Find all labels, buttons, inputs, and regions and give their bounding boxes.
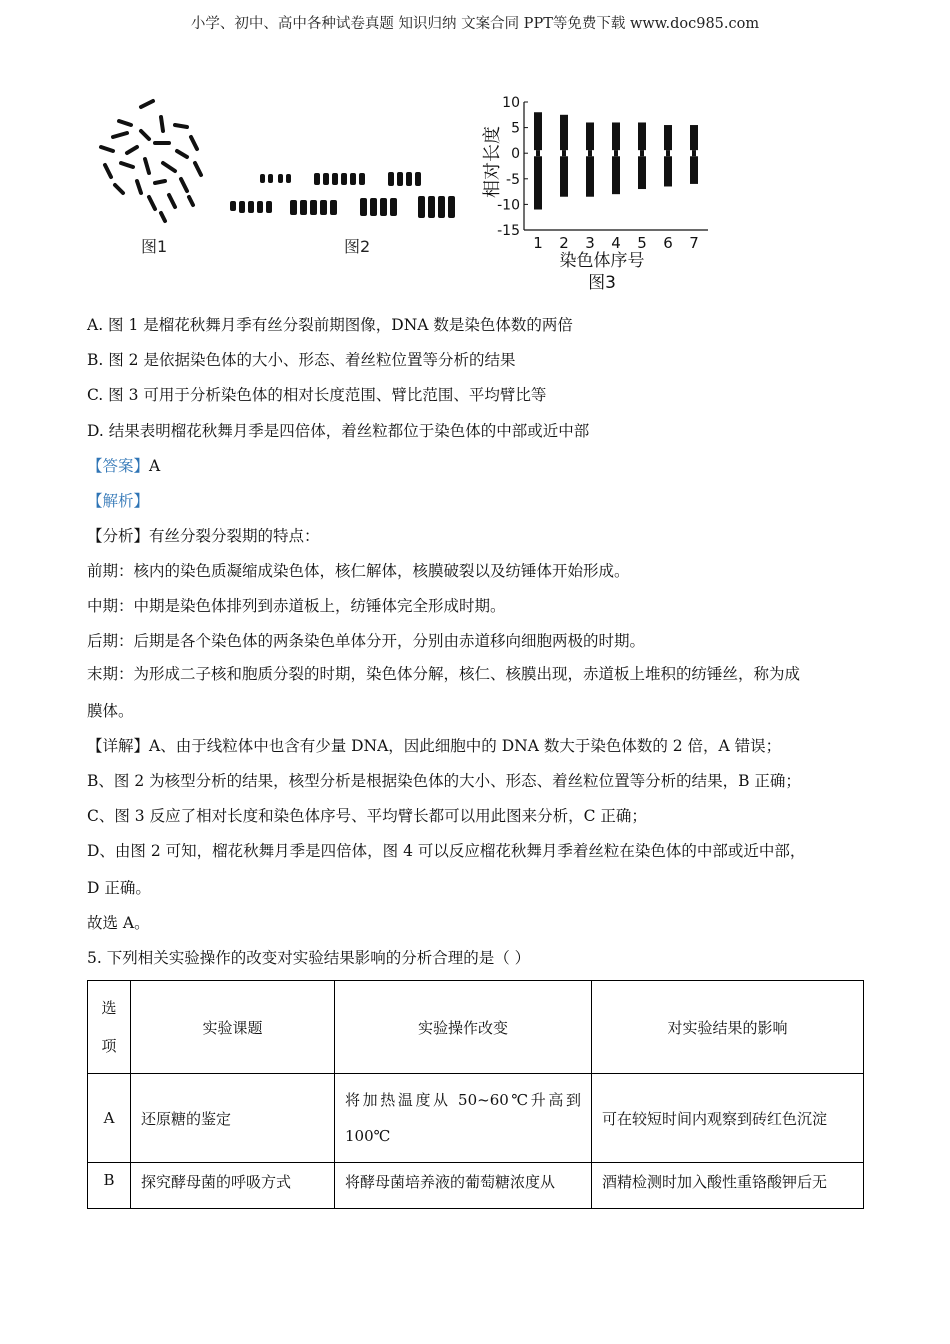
table-cell: 探究酵母菌的呼吸方式 [131, 1163, 335, 1209]
analysis-label: 【解析】 [87, 492, 150, 510]
chromosome-upper-arm-bar [612, 122, 620, 150]
table-header-cell: 实验课题 [131, 981, 335, 1074]
analysis-line: C、图 3 反应了相对长度和染色体序号、平均臂长都可以用此图来分析，C 正确； [87, 807, 647, 825]
analysis-line: 末期：为形成二子核和胞质分裂的时期，染色体分解，核仁、核膜出现，赤道板上堆积的纺锤丝，称为成 [87, 665, 801, 683]
chromosome-lower-arm-bar [534, 156, 542, 209]
table-cell: 将加热温度从 50~60℃升高到 100℃ [335, 1074, 592, 1163]
table-header-cell: 实验操作改变 [335, 981, 592, 1074]
y-tick-label: -5 [506, 171, 520, 188]
option-a: A. 图 1 是榴花秋舞月季有丝分裂前期图像，DNA 数是染色体数的两倍 [87, 316, 573, 334]
fig3-caption: 图3 [588, 273, 616, 293]
answer-line [87, 455, 160, 477]
chromosome-upper-arm-bar [560, 115, 568, 150]
analysis-line: 【分析】有丝分裂分裂期的特点： [87, 527, 320, 545]
fig1-caption: 图1 [141, 237, 168, 256]
analysis-line: 【详解】A、由于线粒体中也含有少量 DNA，因此细胞中的 DNA 数大于染色体数的 2 倍，A 错误； [87, 737, 782, 755]
analysis-line: 膜体。 [87, 702, 134, 720]
option-b: B. 图 2 是依据染色体的大小、形态、着丝粒位置等分析的结果 [87, 351, 516, 369]
y-tick-label: 0 [511, 146, 520, 163]
chromosome-upper-arm-bar [534, 112, 542, 150]
table-header-cell: 选 项 [88, 981, 131, 1074]
x-tick-label: 2 [559, 234, 569, 252]
option-d: D. 结果表明榴花秋舞月季是四倍体，着丝粒都位于染色体的中部或近中部 [87, 422, 590, 440]
chromosome-upper-arm-bar [638, 122, 646, 150]
table-header-row [88, 981, 864, 1074]
answer-label: 【答案】 [87, 457, 150, 475]
table-cell: 还原糖的鉴定 [131, 1074, 335, 1163]
fig2-karyotype [228, 168, 468, 238]
table-cell: 酒精检测时加入酸性重铬酸钾后无 [592, 1163, 864, 1209]
table-row [88, 1163, 864, 1209]
chromosome-upper-arm-bar [690, 125, 698, 150]
y-tick-label: -15 [497, 223, 520, 239]
experiment-table [87, 980, 864, 1209]
fig2-caption: 图2 [344, 237, 371, 256]
table-header-cell: 对实验结果的影响 [592, 981, 864, 1074]
y-tick-label: 5 [511, 120, 520, 137]
chromosome-upper-arm-bar [586, 122, 594, 150]
centromere-mark [588, 150, 592, 156]
x-tick-label: 5 [637, 234, 647, 252]
table-row [88, 1074, 864, 1163]
x-tick-label: 4 [611, 234, 621, 252]
chromosome-lower-arm-bar [612, 156, 620, 194]
analysis-line: 故选 A。 [87, 914, 150, 932]
x-tick-label: 1 [533, 234, 543, 252]
table-cell: B [88, 1163, 131, 1209]
analysis-line: D、由图 2 可知，榴花秋舞月季是四倍体，图 4 可以反应榴花秋舞月季着丝粒在染色体的中部或近中部， [87, 842, 806, 860]
question-5: 5. 下列相关实验操作的改变对实验结果影响的分析合理的是（ ） [87, 949, 531, 967]
y-tick-label: 10 [502, 95, 520, 111]
figure-area [86, 92, 726, 302]
fig3-ideogram-chart [476, 92, 726, 302]
analysis-line: 后期：后期是各个染色体的两条染色单体分开，分别由赤道移向细胞两极的时期。 [87, 632, 646, 650]
chromosome-lower-arm-bar [664, 156, 672, 186]
chromosome-lower-arm-bar [690, 156, 698, 184]
chromosome-upper-arm-bar [664, 125, 672, 150]
chromosome-lower-arm-bar [586, 156, 594, 196]
analysis-line: 中期：中期是染色体排列到赤道板上，纺锤体完全形成时期。 [87, 597, 506, 615]
centromere-mark [640, 150, 644, 156]
table-cell: 将酵母菌培养液的葡萄糖浓度从 [335, 1163, 592, 1209]
x-tick-label: 7 [689, 234, 699, 252]
centromere-mark [692, 150, 696, 156]
centromere-mark [614, 150, 618, 156]
answer-value: A [149, 457, 161, 475]
analysis-line: 前期：核内的染色质凝缩成染色体，核仁解体，核膜破裂以及纺锤体开始形成。 [87, 562, 630, 580]
page-header: 小学、初中、高中各种试卷真题 知识归纳 文案合同 PPT等免费下载 www.doc985.com [190, 16, 760, 32]
analysis-line: D 正确。 [87, 879, 151, 897]
centromere-mark [562, 150, 566, 156]
centromere-mark [666, 150, 670, 156]
x-tick-label: 6 [663, 234, 673, 252]
fig1-metaphase-spread [91, 97, 221, 227]
chromosome-lower-arm-bar [560, 156, 568, 196]
fig3-ylabel: 相对长度 [482, 126, 503, 198]
centromere-mark [536, 150, 540, 156]
option-c: C. 图 3 可用于分析染色体的相对长度范围、臂比范围、平均臂比等 [87, 386, 547, 404]
table-cell: A [88, 1074, 131, 1163]
table-cell: 可在较短时间内观察到砖红色沉淀 [592, 1074, 864, 1163]
fig3-xlabel: 染色体序号 [559, 251, 645, 271]
x-tick-label: 3 [585, 234, 595, 252]
chromosome-lower-arm-bar [638, 156, 646, 189]
analysis-line: B、图 2 为核型分析的结果，核型分析是根据染色体的大小、形态、着丝粒位置等分析的结果，B 正确； [87, 772, 801, 790]
y-tick-label: -10 [497, 197, 520, 214]
